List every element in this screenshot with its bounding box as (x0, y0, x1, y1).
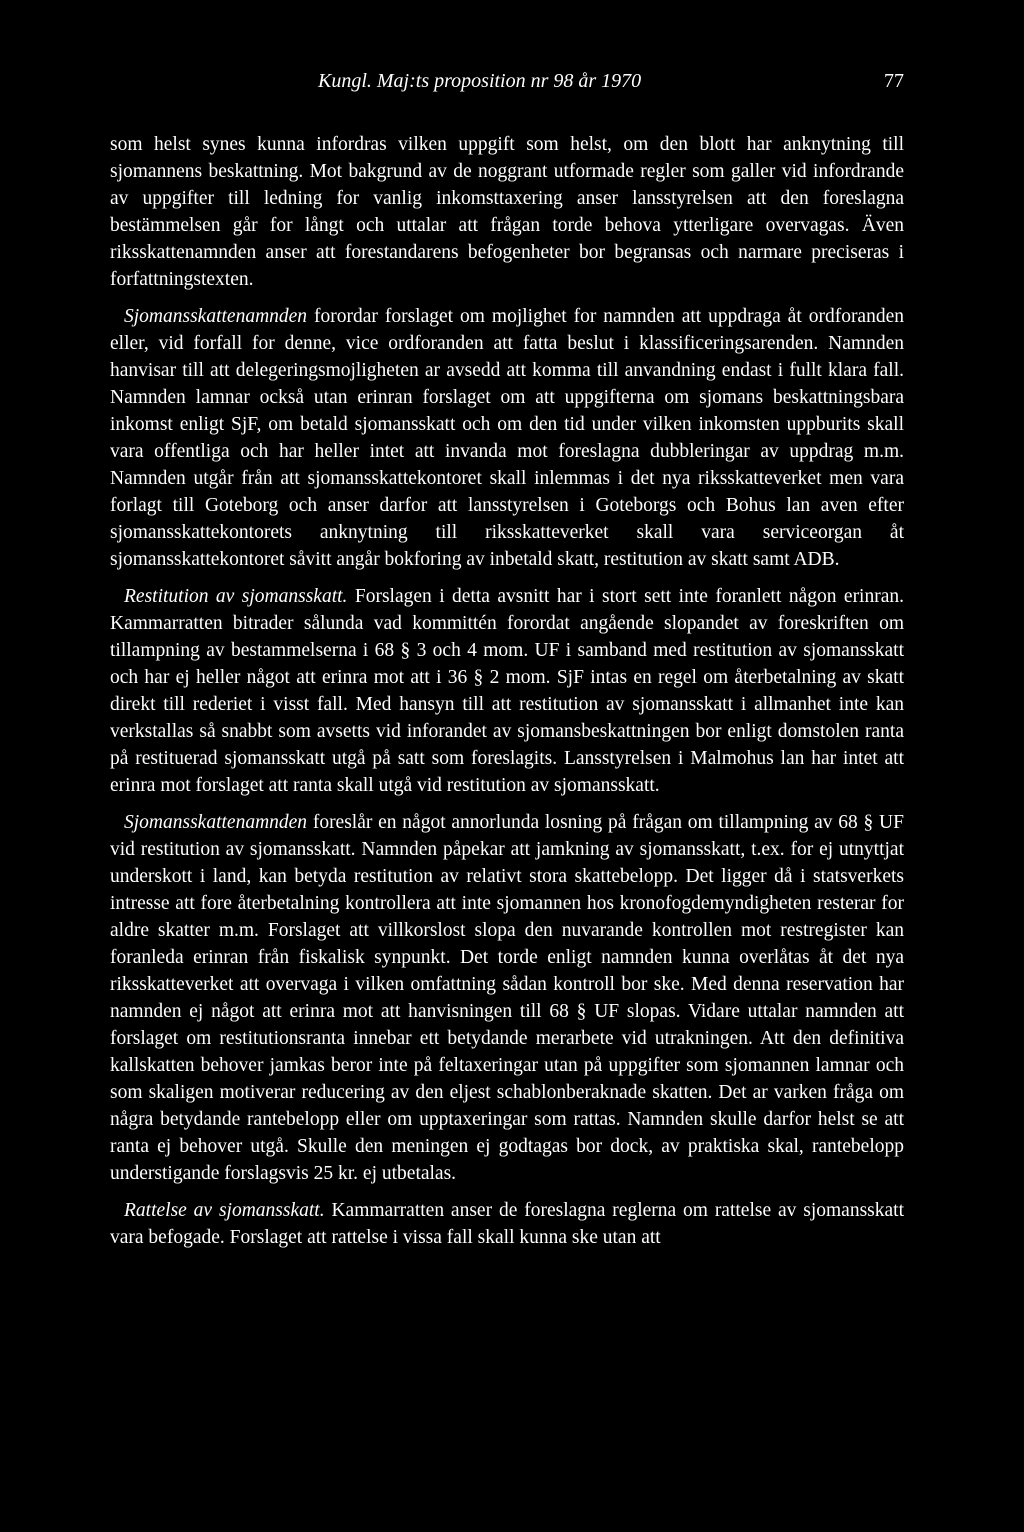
page-header (110, 70, 904, 104)
running-title: Kungl. Maj:ts proposition nr 98 år 1970 (318, 70, 642, 92)
paragraph-2 (110, 303, 904, 573)
paragraph-lead: Sjomansskattenamnden (124, 812, 308, 833)
paragraph-4 (110, 809, 904, 1187)
paragraph-text: som helst synes kunna infordras vilken uppgift som helst, om den blott har anknytning till sjomannens beskattning. Mot bakgrund av de noggrant utformade regler som galler vid infordrande av uppgifter till ledning for vanlig inkomsttaxering anser lansstyrelsen att den foreslagna bestämmelsen går for långt och uttalar att frågan torde behova ytterligare overvagas. Även riksskattenamnden anser att forestandarens befogenheter bor begransas och narmare preciseras i forfattningstexten. (110, 134, 904, 290)
paragraph-3 (110, 583, 904, 799)
paragraph-lead: Restitution av sjomansskatt. (124, 586, 348, 607)
page-number: 77 (884, 70, 904, 92)
paragraph-lead: Rattelse av sjomansskatt. (124, 1200, 325, 1221)
paragraph-lead: Sjomansskattenamnden (124, 306, 308, 327)
paragraph-text: Forslagen i detta avsnitt har i stort sett inte foranlett någon erinran. Kammarratten bitrader sålunda vad kommittén forordat angående slopandet av foreskriften om tillampning av bestammelserna i 68 § 3 och 4 mom. UF i samband med restitution av sjomansskatt och har ej heller något att erinra mot att i 36 § 2 mom. SjF intas en regel om återbetalning av skatt direkt till rederiet i visst fall. Med hansyn till att restitution av sjomansskatt i allmanhet inte kan verkstallas så snabbt som avsetts vid inforandet av sjomansbeskattningen bor enligt domstolen ranta på restituerad sjomansskatt utgå på satt som foreslagits. Lansstyrelsen i Malmohus lan har intet att erinra mot forslaget att ranta skall utgå vid restitution av sjomansskatt. (110, 586, 904, 796)
paragraph-text: foreslår en något annorlunda losning på frågan om tillampning av 68 § UF vid restitution av sjomansskatt. Namnden påpekar att jamkning av sjomansskatt, t.ex. for ej utnyttjat underskott i land, kan betyda restitution av relativt stora skattebelopp. Det ligger då i statsverkets intresse att fore återbetalning kontrollera att inte sjomannen hos kronofogdemyndigheten resterar for aldre skatter m.m. Forslaget att villkorslost slopa den nuvarande kontrollen mot restregister kan foranleda erinran från fiskalisk synpunkt. Det torde enligt namnden kunna overlåtas åt det nya riksskatteverket att overvaga i vilken omfattning sådan kontroll bor ske. Med denna reservation har namnden ej något att erinra mot att hanvisningen till 68 § UF slopas. Vidare uttalar namnden att forslaget om restitutionsranta innebar ett betydande merarbete vid utrakningen. Att den definitiva kallskatten behover jamkas beror inte på feltaxeringar utan på uppgifter som sjomannen lamnar och som skaligen motiverar reducering av den eljest schablonberaknade skatten. Det ar varken fråga om några betydande rantebelopp eller om upptaxeringar som rattas. Namnden skulle darfor helst se att ranta ej behover utgå. Skulle den meningen ej godtagas bor dock, av praktiska skal, rantebelopp understigande forslagsvis 25 kr. ej utbetalas. (110, 812, 904, 1184)
paragraph-1 (110, 131, 904, 293)
paragraph-text: forordar forslaget om mojlighet for namnden att uppdraga åt ordforanden eller, vid forfall for denne, vice ordforanden att fatta beslut i klassificeringsarenden. Namnden hanvisar till att delegeringsmojligheten ar avsedd att komma till anvandning endast i fullt klara fall. Namnden lamnar också utan erinran forslaget om att uppgifterna om sjomans beskattningsbara inkomst enligt SjF, om betald sjomansskatt och om den tid under vilken inkomsten uppburits skall vara offentliga och har heller intet att invanda mot foreslagna dubbleringar av uppdrag m.m. Namnden utgår från att sjomansskattekontoret skall inlemmas i det nya riksskatteverket men vara forlagt till Goteborg och anser darfor att lansstyrelsen i Goteborgs och Bohus lan aven efter sjomansskattekontorets anknytning till riksskatteverket skall vara serviceorgan åt sjomansskattekontoret såvitt angår bokforing av inbetald skatt, restitution av skatt samt ADB. (110, 306, 904, 570)
body-text (110, 131, 904, 1251)
paragraph-text: Kammarratten anser de foreslagna reglerna om rattelse av sjomansskatt vara befogade. Forslaget att rattelse i vissa fall skall kunna ske utan att (110, 1200, 904, 1248)
paragraph-5 (110, 1197, 904, 1251)
